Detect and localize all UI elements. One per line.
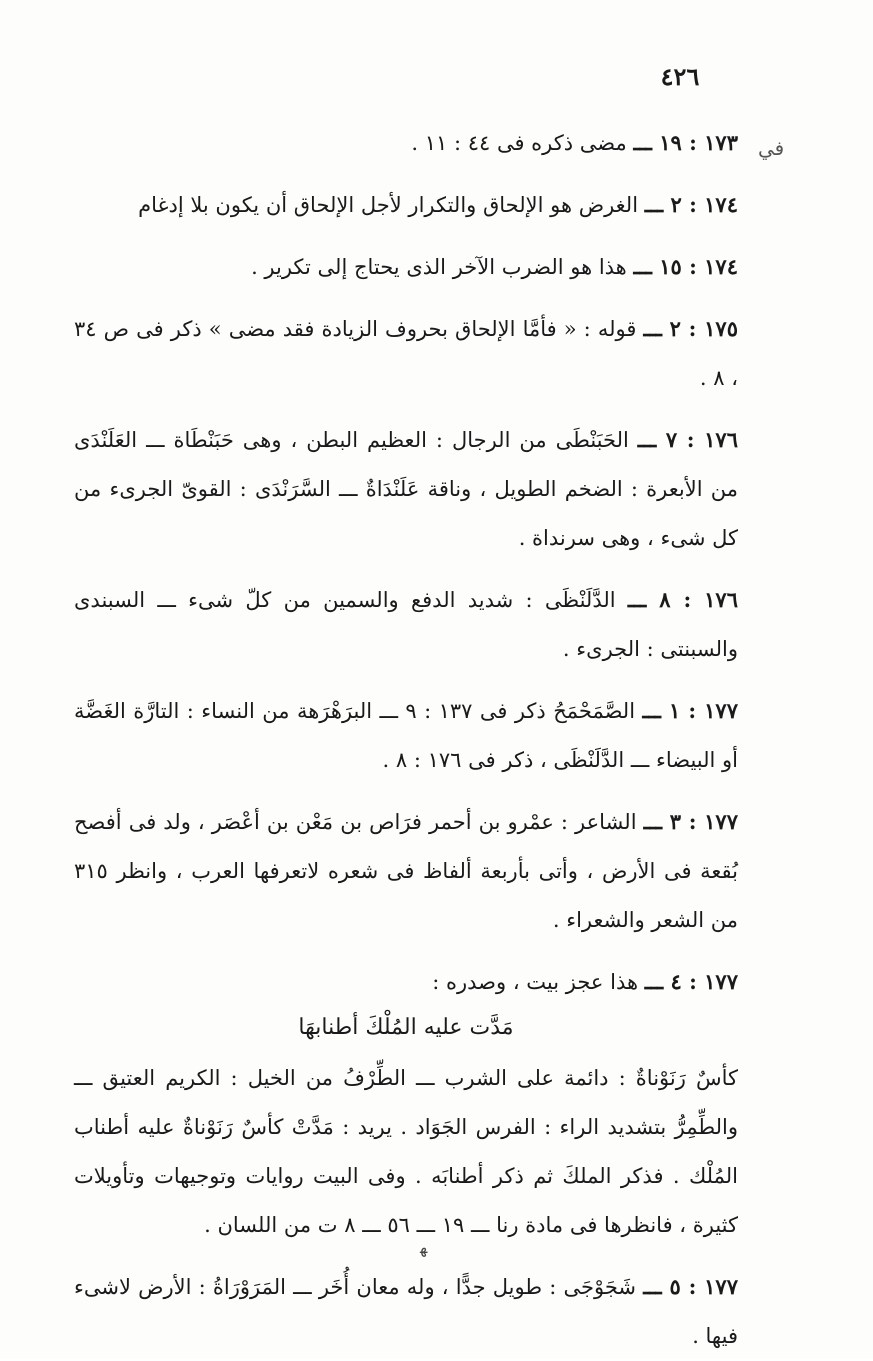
note-reference: ١٧٣ : ١٩ ـــ xyxy=(633,130,738,155)
notes-body xyxy=(74,118,738,1361)
note-entry xyxy=(74,686,738,785)
note-entry xyxy=(74,575,738,674)
note-text: الحَبَنْطَى من الرجال : العظيم البطن ، وهى حَبَنْطَاة ـــ العَلَنْدَى من الأبعرة : الضخم الطويل ، وناقة عَلَنْدَاةٌ ـــ السَّرَنْدَى : القوىّ الجرىء من كل شىء ، وهى سرنداة . xyxy=(74,428,738,550)
note-reference: ١٧٥ : ٢ ـــ xyxy=(643,316,738,341)
page-number: ٤٢٦ xyxy=(660,62,700,91)
note-text: هذا عجز بيت ، وصدره : xyxy=(432,970,645,994)
note-reference: ١٧٦ : ٧ ـــ xyxy=(637,427,738,452)
note-text: قوله : « فأمَّا الإلحاق بحروف الزيادة فقد مضى » ذكر فى ص ٣٤ ، ٨ . xyxy=(74,317,738,390)
note-reference: ١٧٤ : ١٥ ـــ xyxy=(633,254,738,279)
note-text: هذا هو الضرب الآخر الذى يحتاج إلى تكرير . xyxy=(251,255,634,279)
note-text: الدَّلَنْظَى : شديد الدفع والسمين من كلّ شىء ـــ السبندى والسبنتى : الجرىء . xyxy=(74,588,738,661)
note-text: مضى ذكره فى ٤٤ : ١١ . xyxy=(411,131,634,155)
note-text: شَجَوْجَى : طويل جدًّا ، وله معان أُخَر ـــ المَرَوْرَاةُ : الأرض لاشىء فيها . xyxy=(74,1275,738,1348)
note-entry xyxy=(74,957,738,1007)
note-reference: ١٧٦ : ٨ ـــ xyxy=(627,587,738,612)
note-text: الصَّمَحْمَحُ ذكر فى ١٣٧ : ٩ ـــ البرَهْرَهة من النساء : التارَّة الغَضَّة أو البيضاء ـــ الدَّلَنْظَى ، ذكر فى ١٧٦ : ٨ . xyxy=(74,699,738,772)
note-entry xyxy=(74,118,738,168)
margin-annotation: ﻓﻲ xyxy=(758,136,785,160)
note-reference: ١٧٧ : ٤ ـــ xyxy=(644,969,738,994)
note-text: الغرض هو الإلحاق والتكرار لأجل الإلحاق أن يكون بلا إدغام xyxy=(138,193,645,217)
note-entry xyxy=(74,415,738,563)
note-reference: ١٧٧ : ١ ـــ xyxy=(642,698,738,723)
note-entry xyxy=(74,797,738,945)
note-reference: ١٧٧ : ٥ ـــ xyxy=(643,1274,738,1299)
note-reference: ١٧٤ : ٢ ـــ xyxy=(644,192,738,217)
note-reference: ١٧٧ : ٣ ـــ xyxy=(643,809,738,834)
note-entry xyxy=(74,242,738,292)
bottom-mark: ﻬ xyxy=(420,1238,428,1257)
note-text: الشاعر : عمْرو بن أحمر فرَاص بن مَعْن بن أعْصَر ، ولد فى أفصح بُقعة فى الأرض ، وأتى بأربعة ألفاظ فى شعره لاتعرفها العرب ، وانظر ٣١٥ من الشعر والشعراء . xyxy=(74,810,738,932)
note-entry xyxy=(74,180,738,230)
quoted-verse: مَدَّت عليه المُلْكَ أطنابهَا xyxy=(298,1015,514,1040)
note-entry xyxy=(74,304,738,403)
note-continuation: كأسٌ رَنَوْناةٌ : دائمة على الشرب ـــ الطِّرْفُ من الخيل : الكريم العتيق ـــ والطِّمِرُّ بتشديد الراء : الفرس الجَوَاد . يريد : مَدَّتْ كأسٌ رَنَوْناةٌ عليه أطناب المُلْك . فذكر الملكَ ثم ذكر أطنابَه . وفى البيت روايات وتوجيهات وتأويلات كثيرة ، فانظرها فى مادة رنا ـــ ١٩ ـــ ٥٦ ـــ ٨ ت من اللسان . xyxy=(74,1066,738,1237)
note-entry xyxy=(74,1262,738,1361)
